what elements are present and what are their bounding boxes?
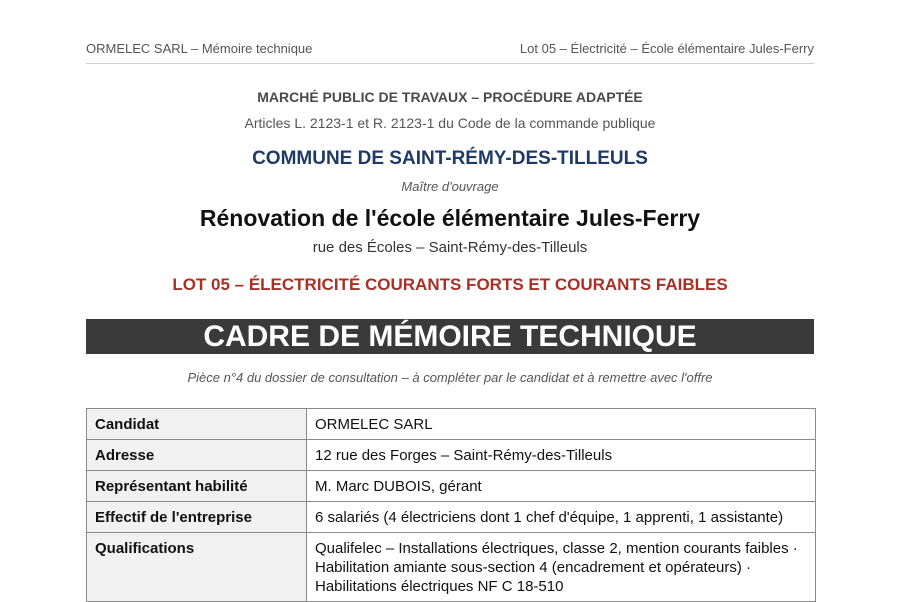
table-row bbox=[87, 409, 816, 440]
row-label: Adresse bbox=[87, 440, 307, 471]
row-label: Effectif de l'entreprise bbox=[87, 502, 307, 533]
project-address: rue des Écoles – Saint-Rémy-des-Tilleuls bbox=[312, 239, 588, 256]
lot-title: LOT 05 – ÉLECTRICITÉ COURANTS FORTS ET COURANTS FAIBLES bbox=[172, 275, 728, 294]
row-label: Qualifications bbox=[87, 533, 307, 602]
row-value: 12 rue des Forges – Saint-Rémy-des-Tilleuls bbox=[307, 440, 816, 471]
commune-name: COMMUNE DE SAINT-RÉMY-DES-TILLEULS bbox=[252, 148, 648, 169]
project-title: Rénovation de l'école élémentaire Jules-Ferry bbox=[199, 205, 701, 231]
table-row bbox=[87, 533, 816, 602]
document-title-banner: CADRE DE MÉMOIRE TECHNIQUE bbox=[86, 319, 814, 354]
client-role: Maître d'ouvrage bbox=[401, 179, 499, 194]
row-label: Représentant habilité bbox=[87, 471, 307, 502]
piece-note: Pièce n°4 du dossier de consultation – à compléter par le candidat et à remettre avec l'offre bbox=[187, 370, 713, 385]
legal-articles: Articles L. 2123-1 et R. 2123-1 du Code de la commande publique bbox=[244, 115, 656, 131]
running-header-right: Lot 05 – Électricité – École élémentaire Jules-Ferry bbox=[519, 41, 814, 56]
running-header-left: ORMELEC SARL – Mémoire technique bbox=[86, 41, 313, 56]
row-value: M. Marc DUBOIS, gérant bbox=[307, 471, 816, 502]
table-row bbox=[87, 502, 816, 533]
table-row bbox=[87, 471, 816, 502]
running-header bbox=[86, 41, 814, 56]
row-label: Candidat bbox=[87, 409, 307, 440]
table-row bbox=[87, 440, 816, 471]
candidate-info-table bbox=[86, 408, 816, 602]
market-type: MARCHÉ PUBLIC DE TRAVAUX – PROCÉDURE ADAPTÉE bbox=[257, 89, 643, 105]
row-value: Qualifelec – Installations électriques, classe 2, mention courants faibles · Habilitation amiante sous-section 4 (encadrement et opérateurs) · Habilitations électriques NF C 18-510 bbox=[307, 533, 816, 602]
row-value: ORMELEC SARL bbox=[307, 409, 816, 440]
header-divider bbox=[86, 63, 814, 64]
row-value: 6 salariés (4 électriciens dont 1 chef d'équipe, 1 apprenti, 1 assistante) bbox=[307, 502, 816, 533]
